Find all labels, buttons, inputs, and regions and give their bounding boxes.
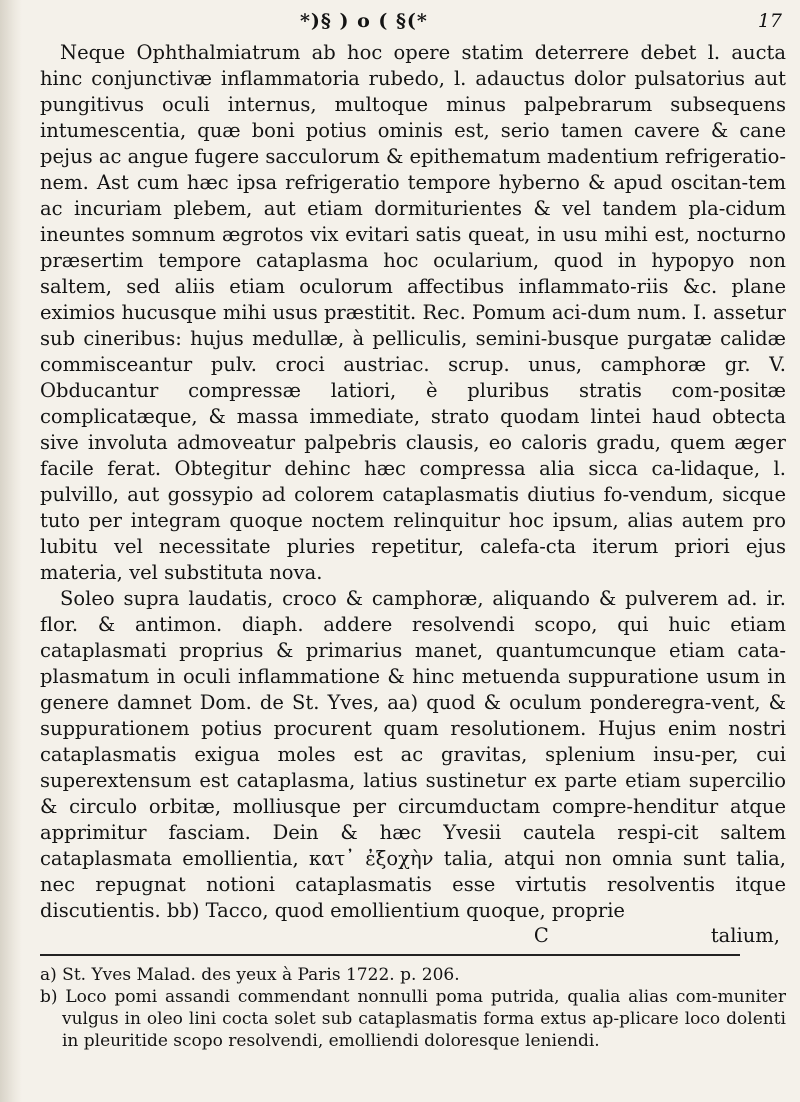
signature-mark: C — [533, 924, 549, 947]
footnote-a: a) St. Yves Malad. des yeux à Paris 1722. p. 206. — [40, 965, 460, 985]
footnotes — [40, 964, 786, 1052]
footnote-b: b) Loco pomi assandi commendant nonnulli poma putrida, qualia alias com-muniter vulgus in oleo lini cocta solet sub cataplasmatis forma extus ap-plicare loco dolenti in pleuritide scopo resolvendi, emolliendi doloresque leniendi. — [40, 987, 786, 1051]
main-text — [40, 40, 786, 924]
page-foot-marks — [40, 924, 786, 948]
footnote-divider — [40, 954, 740, 956]
catchword: talium, — [710, 924, 780, 947]
paragraph-2: Soleo supra laudatis, croco & camphoræ, aliquando & pulverem ad. ir. flor. & antimon. diaph. addere resolvendi scopo, qui huic etiam cataplasmati proprius & primarius manet, quantumcunque etiam cata-plasmatum in oculi inflammatione & hinc metuenda suppuratione usum in genere damnet Dom. de St. Yves, aa) quod & oculum ponderegra-vent, & suppurationem potius procurent quam resolutionem. Hujus enim nostri cataplasmatis exigua moles est ac gravitas, splenium insu-per, cui superextensum est cataplasma, latius sustinetur ex parte etiam supercilio & circulo orbitæ, molliusque per circumductam compre-henditur atque apprimitur fasciam. Dein & hæc Yvesii cautela respi-cit saltem cataplasmata emollientia, κατ᾽ ἐξοχὴν talia, atqui non omnia sunt talia, nec repugnat notioni cataplasmatis esse virtutis resolventis itque discutientis. bb) Tacco, quod emollientium quoque, proprie — [40, 587, 786, 922]
page-number: 17 — [757, 10, 782, 32]
paragraph-1: Neque Ophthalmiatrum ab hoc opere statim deterrere debet l. auctа hinc conjunctivæ inflammatoria rubedo, l. adauctus dolor pulsatorius aut pungitivus oculi internus, multoque minus palpebrarum subsequens intumescentia, quæ boni potius ominis est, serio tamen cavere & cane pejus ac angue fugere sacculorum & epithematum madentium refrigeratio-nem. Ast cum hæc ipsa refrigeratio tempore hyberno & apud oscitan-tem ac incuriam plebem, aut etiam dormiturientes & vel tandem pla-cidum ineuntes somnum ægrotos vix evitari satis queat, in usu mihi est, nocturno præsertim tempore cataplasma hoc ocularium, quod in hypopyo non saltem, sed aliis etiam oculorum affectibus inflammato-riis &c. plane eximios hucusque mihi usus præstitit. Rec. Pomum aci-dum num. I. assetur sub cineribus: hujus medullæ, à pelliculis, semini-busque purgatæ calidæ commisceantur pulv. croci austriac. scrup. unus, camphoræ gr. V. Obducantur compressæ latiori, è pluribus stratis com-positæ complicatæque, & massa immediate, strato quodam lintei haud obtecta sive involuta admoveatur palpebris clausis, eo caloris gradu, quem æger facile ferat. Obtegitur dehinc hæc compressa alia sicca ca-lidaque, l. pulvillo, aut gossypio ad colorem cataplasmatis diutius fo-vendum, sicque tuto per integram quoque noctem relinquitur hoc ipsum, alias autem pro lubitu vel necessitate pluries repetitur, calefa-cta iterum priori ejus materia, vel substituta nova. — [40, 41, 786, 584]
running-header — [40, 10, 786, 40]
header-ornament: *)§ ) o ( §(* — [300, 10, 428, 32]
